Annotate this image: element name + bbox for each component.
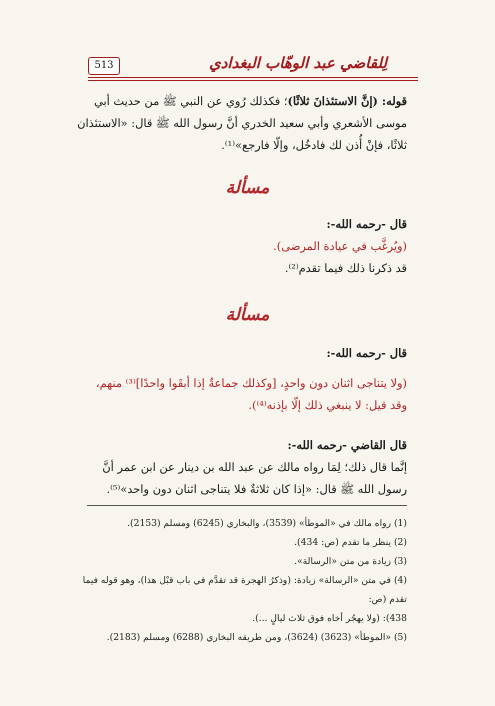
commentary-line-1: إنَّما قال ذلك؛ لِمَا رواه مالك عن عبد الله بن دينار عن ابن عمر أنَّ xyxy=(102,460,407,474)
section-heading-masala: مسألة xyxy=(225,178,270,198)
speaker-intro: قال القاضي -رحمه الله-: xyxy=(287,438,407,452)
footnote-2: (2) ينظر ما تقدم (ص: 434). xyxy=(294,537,407,548)
header-rule xyxy=(88,77,418,78)
paragraph-1-line-1 xyxy=(77,90,407,112)
qadi-commentary xyxy=(77,434,407,500)
speaker-intro: قال -رحمه الله-: xyxy=(326,217,407,231)
quoted-text-line-1: (ولا يتناجى اثنان دون واحدٍ، [وكذلك جماعةٌ إذا أبقَوا واحدًا]⁽³⁾ منهم، xyxy=(95,376,407,390)
paragraph-1-line-3: ثلاثًا، فإنْ أُذن لك فادخُل، وإلّا فارجع»⁽¹⁾. xyxy=(221,138,407,152)
running-header xyxy=(88,50,418,80)
footnote-5: (5) «الموطأ» (3623) (3624)، ومن طريقه البخاري (6288) ومسلم (2183). xyxy=(106,632,407,643)
paragraph-1-line-2: موسى الأشعري وأبي سعيد الخدري أنَّ رسول الله ﷺ قال: «الاستئذان xyxy=(77,116,407,130)
footnote-separator xyxy=(87,505,407,506)
footnote-4-continued: 438): (ولا يهجُر أخاه فوق ثلاث ليالٍ ...). xyxy=(252,613,407,624)
page-number: 513 xyxy=(88,57,120,75)
section-2 xyxy=(77,342,407,416)
footnote-4: (4) في متن «الرسالة» زيادة: (وذكرُ الهجرة قد تقدَّم في باب قبْل هذا)، وهو قوله فيما تقدم (ص: xyxy=(82,575,407,605)
footnotes xyxy=(77,514,407,647)
section-1 xyxy=(77,213,407,279)
lead-word: قوله: xyxy=(377,94,407,108)
quoted-text: (ويُرغَّب في عيادة المرضى). xyxy=(273,239,407,253)
header-rule xyxy=(88,80,418,81)
quoted-text: (إنَّ الاستئذانَ ثلاثًا) xyxy=(287,94,378,108)
header-title: لِلقاضي عبد الوهّاب البغدادي xyxy=(208,54,387,72)
commentary-line-2: رسول الله ﷺ قال: «إذا كان ثلاثةٌ فلا يتناجى اثنان دون واحد»⁽⁵⁾. xyxy=(106,482,407,496)
text-line: قد ذكرنا ذلك فيما تقدم⁽²⁾. xyxy=(284,261,407,275)
footnote-3: (3) زيادة من متن «الرسالة». xyxy=(294,556,407,567)
footnote-1: (1) رواه مالك في «الموطأ» (3539)، والبخاري (6245) ومسلم (2153). xyxy=(127,518,407,529)
speaker-intro: قال -رحمه الله-: xyxy=(326,346,407,360)
paragraph-1 xyxy=(77,90,407,156)
section-heading-masala: مسألة xyxy=(225,305,270,325)
text-run: ؛ فكذلك رُوي عن النبي ﷺ من حديث أبي xyxy=(93,94,288,108)
quoted-text-line-2: وقد قيل: لا ينبغي ذلك إلّا بإذنه⁽⁴⁾). xyxy=(248,398,407,412)
